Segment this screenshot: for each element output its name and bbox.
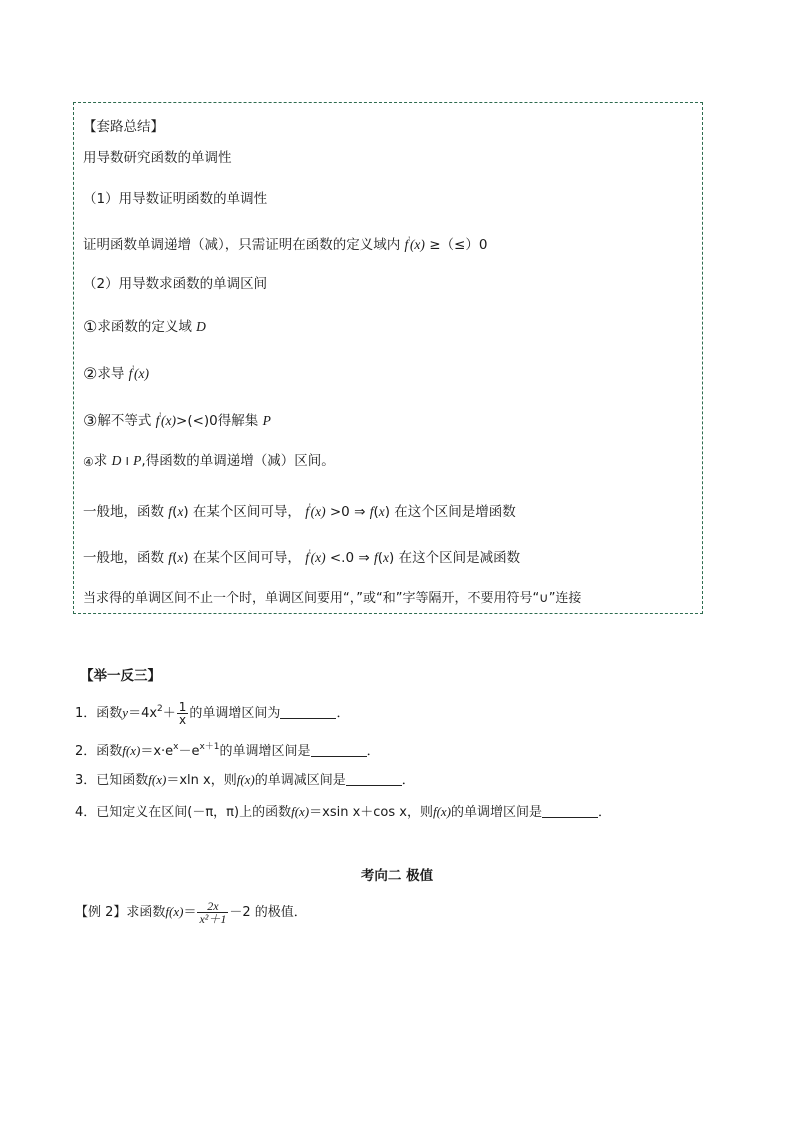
rule-decreasing: 一般地，函数 f(x) 在某个区间可导， f'(x) <.0 ⇒ f(x) 在这个区间是减函数: [83, 548, 521, 566]
derivative-f: f'(x): [404, 235, 425, 252]
step-2: ②求导 f'(x): [83, 364, 150, 383]
step-1: ①求函数的定义域 D: [83, 317, 206, 336]
part1-body: 证明函数单调递增（减），只需证明在函数的定义域内 f'(x) ≥（≤）0: [83, 235, 488, 253]
step-4: ④求 D I P,得函数的单调递增（减）区间。: [83, 453, 335, 469]
question-1: 1．函数$y=4x^2+$ $\frac{1}{x}$ 的单调增区间为 ．: [75, 700, 350, 727]
part1-title: （1）用导数证明函数的单调性: [83, 191, 268, 207]
summary-box: [73, 102, 703, 614]
part2-title: （2）用导数求函数的单调区间: [83, 276, 268, 292]
rule-increasing: 一般地，函数 f(x) 在某个区间可导， f'(x) >0 ⇒ f(x) 在这个区间是增函数: [83, 502, 516, 520]
summary-topic: 用导数研究函数的单调性: [83, 150, 232, 166]
example-2: 【例 2】求函数f(x)＝ $\frac{2x}{\text{x²＋1}}$ －2 的极值．: [75, 899, 307, 926]
summary-heading: 【套路总结】: [83, 119, 164, 135]
section-title: 考向二 极值: [360, 868, 434, 884]
circled-three-icon: ③: [83, 411, 98, 430]
circled-two-icon: ②: [83, 364, 98, 383]
answer-blank[interactable]: [542, 804, 598, 818]
answer-blank[interactable]: [280, 705, 336, 719]
circled-four-icon: ④: [83, 455, 94, 469]
summary-note: 当求得的单调区间不止一个时，单调区间要用“，”或“和”字等隔开，不要用符号“∪”连接: [83, 591, 582, 606]
fraction: $\frac{2x}{\text{x²＋1}}$: [199, 899, 227, 926]
answer-blank[interactable]: [346, 772, 402, 786]
answer-blank[interactable]: [311, 743, 367, 757]
question-3: 3．已知函数f(x)＝xln x，则f(x)的单调减区间是 ．: [75, 772, 415, 788]
circled-one-icon: ①: [83, 317, 98, 336]
fraction: $\frac{1}{x}$: [178, 700, 187, 727]
question-2: 2．函数$f(x)=x\cdot e^x-e^{x+1}$的单调增区间是 ．: [75, 742, 380, 759]
practice-heading: 【举一反三】: [80, 668, 161, 684]
step-3: ③解不等式 f'(x)>(<)0得解集 P: [83, 411, 271, 430]
question-4: 4．已知定义在区间(－π，π)上的函数f(x)＝xsin x＋cos x，则f(x)的单调增区间是 ．: [75, 804, 612, 820]
